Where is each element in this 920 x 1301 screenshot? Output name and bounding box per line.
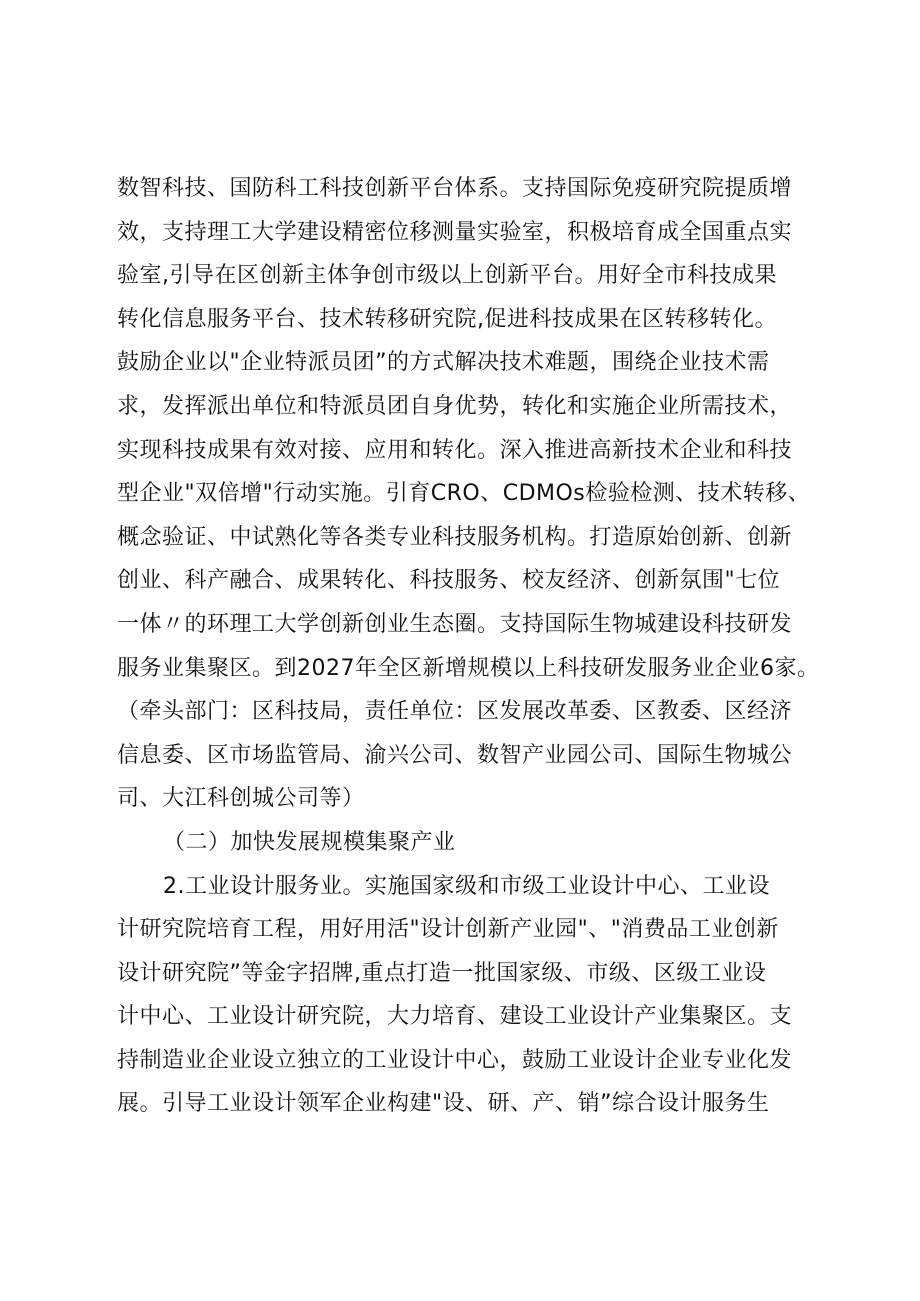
text-line: 持制造业企业设立独立的工业设计中心，鼓励工业设计企业专业化发 bbox=[117, 1047, 793, 1073]
text-line: （牵头部门：区科技局，责任单位：区发展改革委、区教委、区经济 bbox=[117, 699, 793, 725]
text-line: 司、大江科创城公司等） bbox=[117, 786, 365, 812]
text-line: 转化信息服务平台、技术转移研究院,促进科技成果在区转移转化。 bbox=[117, 306, 777, 332]
text-line: 数智科技、国防科工科技创新平台体系。支持国际免疫研究院提质增 bbox=[117, 176, 793, 201]
paragraph-first-line: 2.工业设计服务业。实施国家级和市级工业设计中心、工业设 bbox=[163, 873, 770, 899]
body-text bbox=[117, 167, 820, 1126]
text-line: 展。引导工业设计领军企业构建"设、研、产、销”综合设计服务生 bbox=[117, 1091, 770, 1117]
section-heading: （二）加快发展规模集聚产业 bbox=[163, 829, 456, 855]
text-line: 创业、科产融合、成果转化、科技服务、校友经济、创新氛围"七位 bbox=[117, 568, 781, 594]
text-line: 型企业"双倍增"行动实施。引育CRO、CDMOs检验检测、技术转移、 bbox=[117, 481, 811, 507]
text-line: 一体〃的环理工大学创新创业生态圈。支持国际生物城建设科技研发 bbox=[117, 611, 793, 637]
text-line: 效，支持理工大学建设精密位移测量实验室，积极培育成全国重点实 bbox=[117, 219, 793, 245]
text-line: 计中心、工业设计研究院，大力培育、建设工业设计产业集聚区。支 bbox=[117, 1004, 793, 1030]
text-line: 服务业集聚区。到2027年全区新增规模以上科技研发服务业企业6家。 bbox=[117, 655, 820, 681]
text-line: 概念验证、中试熟化等各类专业科技服务机构。打造原始创新、创新 bbox=[117, 524, 793, 550]
text-line: 验室,引导在区创新主体争创市级以上创新平台。用好全市科技成果 bbox=[117, 263, 777, 289]
text-line: 实现科技成果有效对接、应用和转化。深入推进高新技术企业和科技 bbox=[117, 437, 793, 463]
text-line: 设计研究院”等金字招牌,重点打造一批国家级、市级、区级工业设 bbox=[117, 960, 767, 986]
text-line: 求，发挥派出单位和特派员团自身优势，转化和实施企业所需技术， bbox=[117, 393, 793, 419]
text-line: 信息委、区市场监管局、渝兴公司、数智产业园公司、国际生物城公 bbox=[117, 742, 793, 768]
text-line: 鼓励企业以"企业特派员团”的方式解决技术难题，围绕企业技术需 bbox=[117, 350, 770, 376]
text-line: 计研究院培育工程，用好用活"设计创新产业园"、"消费品工业创新 bbox=[117, 917, 779, 943]
